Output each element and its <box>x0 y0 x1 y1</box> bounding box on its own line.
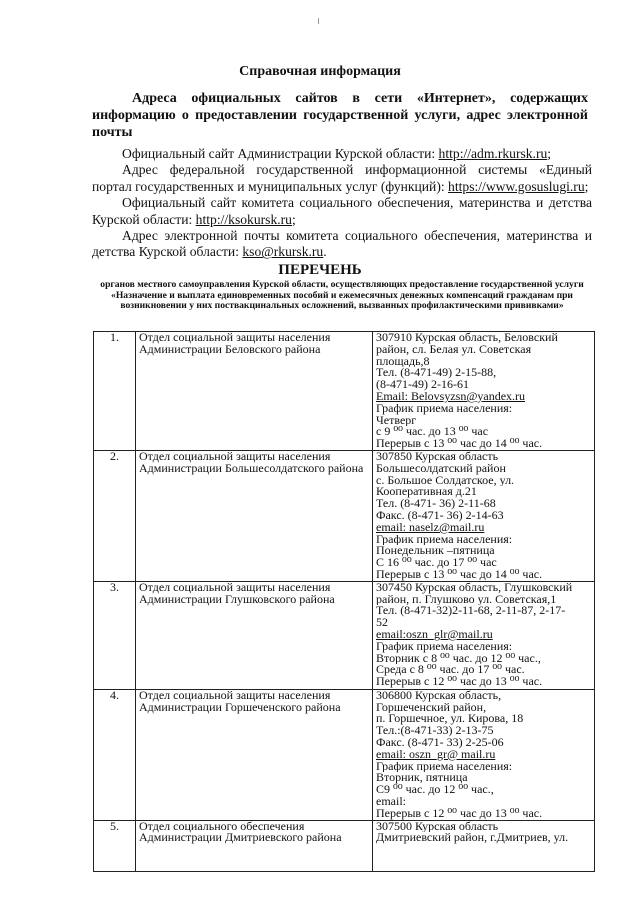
organizations-table <box>93 331 595 872</box>
contact-line: С 16 ⁰⁰ час. до 17 ⁰⁰ час <box>376 557 497 569</box>
contact-line: Вторник с 8 ⁰⁰ час. до 12 ⁰⁰ час., <box>376 652 541 665</box>
contact-line: Вторник, пятница <box>376 772 468 785</box>
list-subtitle: органов местного самоуправления Курской области, осуществляющих предоставление государственной услуги «Назначение и выплата единовременных пособий и ежемесячных денежных компенсаций гражданам при возникновении у них поствакцинальных осложнений, вызванных профилактическими прививками» <box>100 279 584 312</box>
site-kso: Официальный сайт комитета социального обеспечения, материнства и детства Курской области: http://ksokursk.ru; <box>92 195 592 227</box>
row-number: 5. <box>94 820 136 871</box>
site-gosuslugi-link[interactable]: https://www.gosuslugi.ru <box>448 178 585 194</box>
contact-line: 307500 Курская область <box>376 820 499 833</box>
contact-line: Четверг <box>376 414 417 427</box>
contact-line: Email: Belovsyzsn@yandex.ru <box>376 390 526 403</box>
row-number: 2. <box>94 450 136 581</box>
organization-contacts <box>373 581 595 689</box>
site-kso-link[interactable]: http://ksokursk.ru <box>195 211 292 227</box>
websites-list <box>92 146 592 261</box>
scan-mark <box>318 18 319 24</box>
contact-line: район, сл. Белая ул. Советская <box>376 343 532 356</box>
contact-line: email: naselz@mail.ru <box>376 521 485 534</box>
contact-line: email: oszn_gr@ mail.ru <box>376 748 496 761</box>
table-row <box>94 820 595 871</box>
site-email: Адрес электронной почты комитета социального обеспечения, материнства и детства Курской области: kso@rkursk.ru. <box>92 228 592 260</box>
contact-line: График приема населения: <box>376 533 513 546</box>
contact-line: 52 <box>376 617 388 629</box>
contact-line: График приема населения: <box>376 640 513 653</box>
contact-line: Перерыв с 12 ⁰⁰ час до 13 ⁰⁰ час. <box>376 676 543 688</box>
contact-line: 306800 Курская область, <box>376 689 502 702</box>
contact-line: район, п. Глушково ул. Советская,1 <box>376 593 557 606</box>
contact-line: Факс. (8-471- 33) 2-25-06 <box>376 736 504 749</box>
site-admin-link[interactable]: http://adm.rkursk.ru <box>438 146 548 161</box>
organization-contacts <box>373 689 595 820</box>
contact-line: с. Большое Солдатское, ул. <box>376 474 515 487</box>
organization-contacts <box>373 450 595 581</box>
organization-name: Отдел социального обеспечения Администрации Дмитриевского района <box>136 820 373 871</box>
contact-line: Перерыв с 13 ⁰⁰ час до 14 ⁰⁰ час. <box>376 568 543 581</box>
organization-name: Отдел социальной защиты населения Администрации Беловского района <box>136 332 373 451</box>
contact-line: email: <box>376 795 406 808</box>
table-row <box>94 332 595 451</box>
organization-contacts <box>373 332 595 451</box>
contact-line: Горшеченский район, <box>376 701 487 714</box>
contact-line: 307850 Курская область <box>376 450 499 463</box>
organization-name: Отдел социальной защиты населения Администрации Большесолдатского района <box>136 450 373 581</box>
table-row <box>94 450 595 581</box>
contact-line: Тел. (8-471- 36) 2-11-68 <box>376 498 496 510</box>
contact-line: Тел. (8-471-49) 2-15-88, <box>376 367 497 380</box>
contact-line: Понедельник –пятница <box>376 545 495 558</box>
contact-line: Факс. (8-471- 36) 2-14-63 <box>376 509 504 522</box>
contact-line: Среда с 8 ⁰⁰ час. до 17 ⁰⁰ час. <box>376 664 525 677</box>
organization-contacts <box>373 820 595 871</box>
contact-line: 307450 Курская область, Глушковский <box>376 581 573 594</box>
contact-line: График приема населения: <box>376 402 513 415</box>
site-admin: Официальный сайт Администрации Курской области: http://adm.rkursk.ru; <box>122 146 552 161</box>
contact-line: Перерыв с 12 ⁰⁰ час до 13 ⁰⁰ час. <box>376 807 543 820</box>
list-title: ПЕРЕЧЕНЬ <box>278 262 362 278</box>
contact-line: График приема населения: <box>376 760 513 773</box>
contact-line: Кооперативная д.21 <box>376 486 477 499</box>
contact-line: С9 ⁰⁰ час. до 12 ⁰⁰ час., <box>376 784 494 796</box>
contact-line: площадь,8 <box>376 355 430 368</box>
organization-name: Отдел социальной защиты населения Администрации Глушковского района <box>136 581 373 689</box>
contact-line: email:oszn_glr@mail.ru <box>376 628 493 641</box>
contact-line: (8-471-49) 2-16-61 <box>376 379 469 391</box>
contact-line: п. Горшечное, ул. Кирова, 18 <box>376 713 524 726</box>
websites-heading: Адреса официальных сайтов в сети «Интернет», содержащих информацию о предоставлении государственной услуги, адрес электронной почты <box>92 91 588 140</box>
contact-line: Большесолдатский район <box>376 462 506 475</box>
contact-line: Тел.:(8-471-33) 2-13-75 <box>376 725 494 737</box>
contact-line: Тел. (8-471-32)2-11-68, 2-11-87, 2-17- <box>376 605 566 618</box>
contact-line: Дмитриевский район, г.Дмитриев, ул. <box>376 832 569 845</box>
document-title: Справочная информация <box>239 64 401 79</box>
contact-line: Перерыв с 13 ⁰⁰ час до 14 ⁰⁰ час. <box>376 438 543 450</box>
site-email-link[interactable]: kso@rkursk.ru <box>242 244 324 260</box>
row-number: 4. <box>94 689 136 820</box>
table-row <box>94 689 595 820</box>
contact-line: 307910 Курская область, Беловский <box>376 332 558 344</box>
organization-name: Отдел социальной защиты населения Администрации Горшеченского района <box>136 689 373 820</box>
site-gosuslugi: Адрес федеральной государственной информационной системы «Единый портал государственных и муниципальных услуг (функций): https://www.gosuslugi.ru; <box>92 162 592 194</box>
table-row <box>94 581 595 689</box>
row-number: 3. <box>94 581 136 689</box>
row-number: 1. <box>94 332 136 451</box>
contact-line: с 9 ⁰⁰ час. до 13 ⁰⁰ час <box>376 426 489 439</box>
